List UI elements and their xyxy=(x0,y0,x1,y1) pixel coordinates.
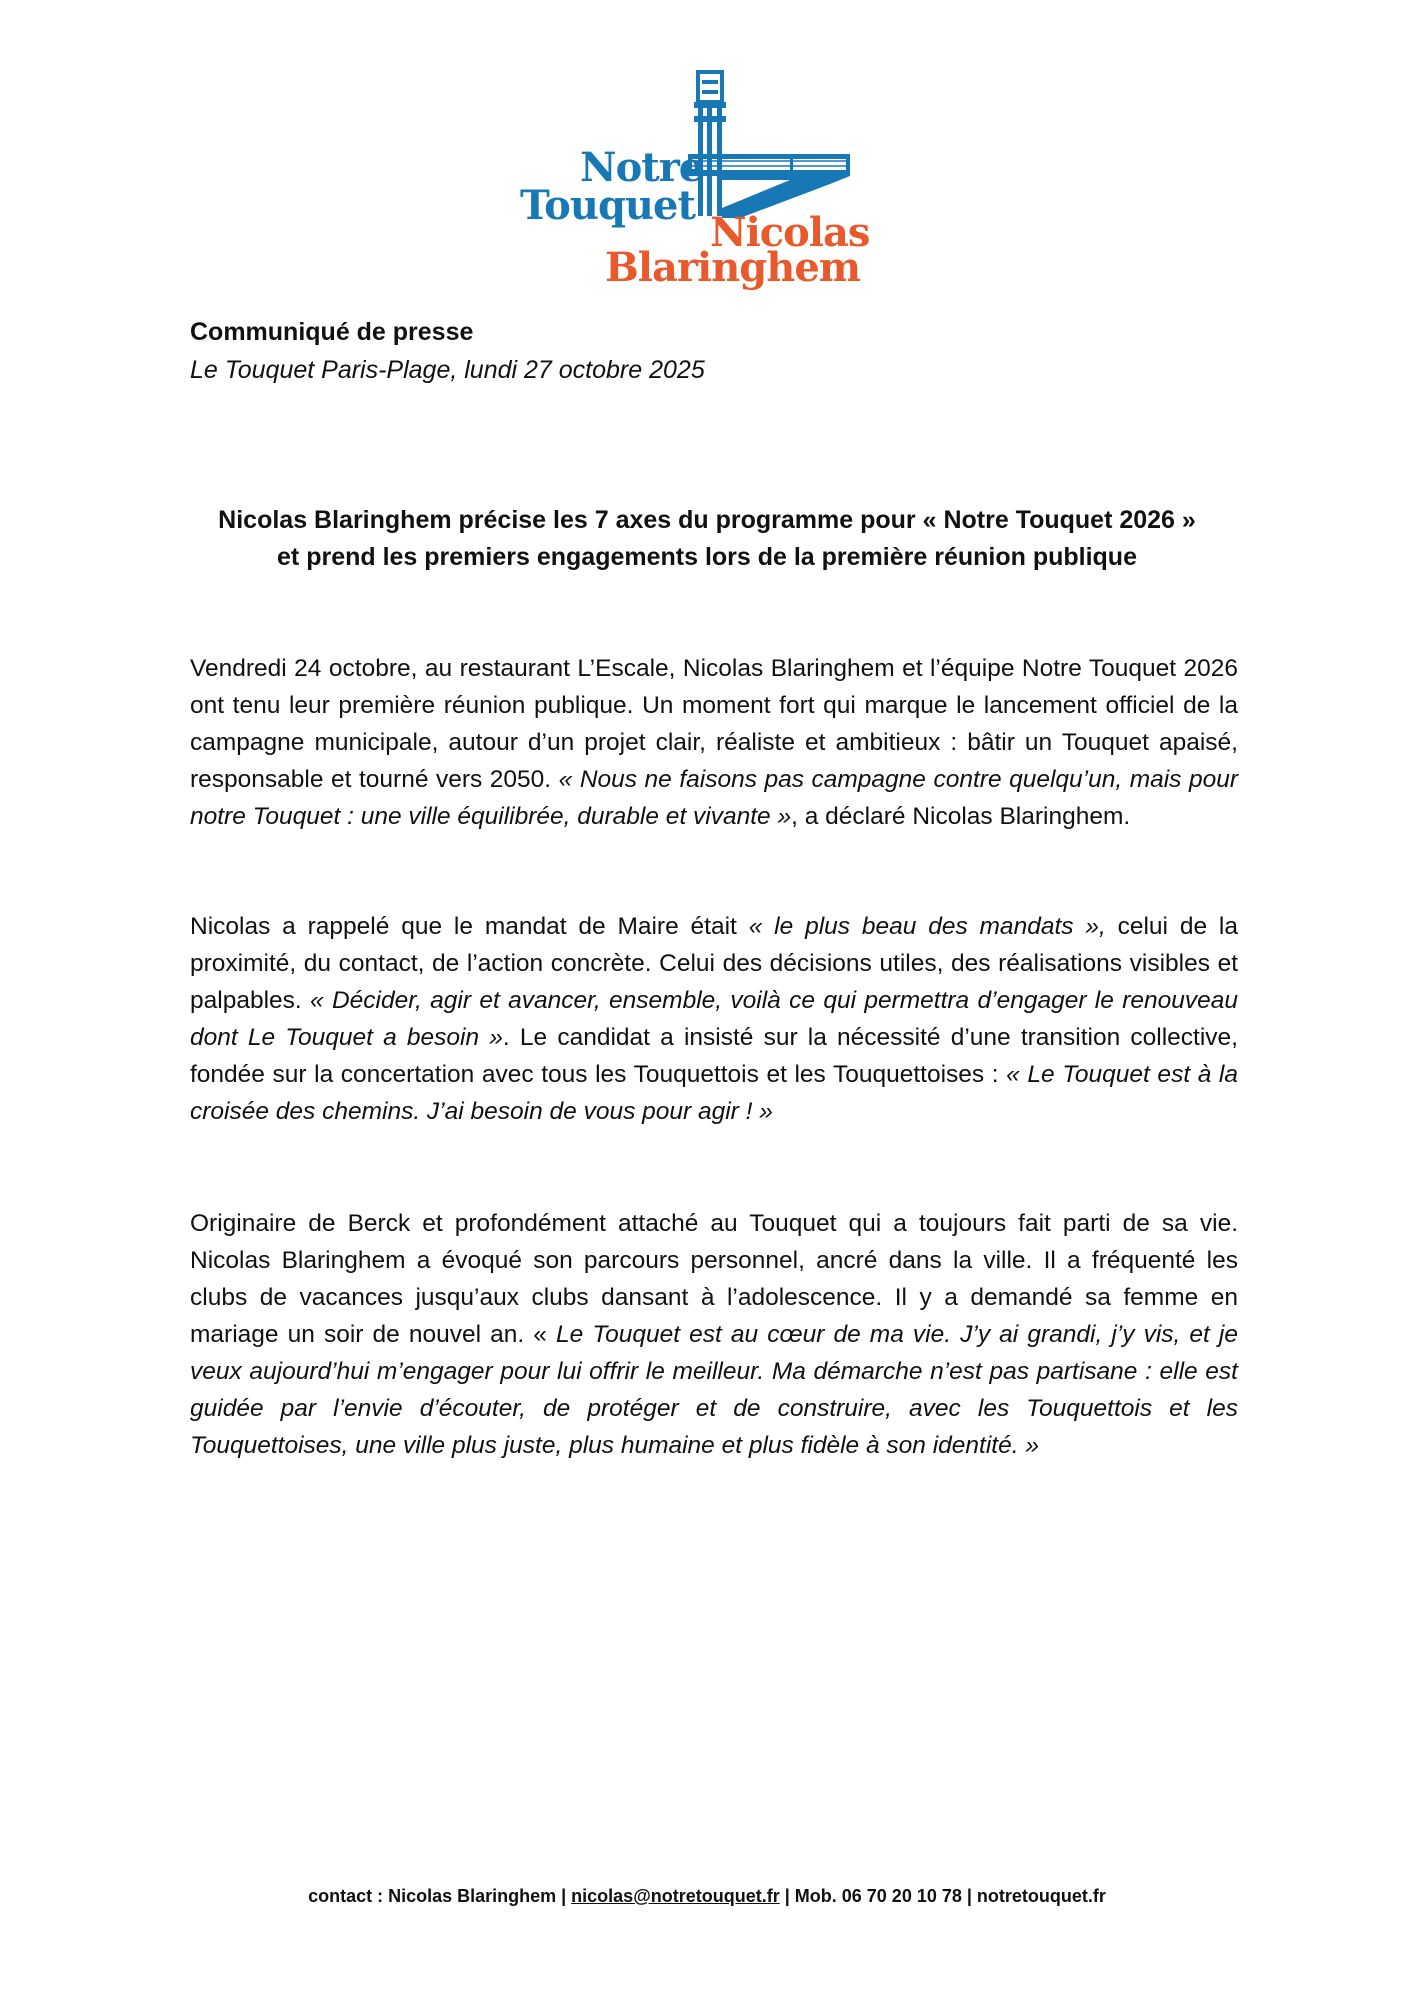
logo-touquet: Touquet xyxy=(520,182,695,229)
text-segment: Vendredi 24 octobre, au restaurant L’Escale, Nicolas Blaringhem et l’équipe Notre Touquet 2026 ont tenu leur première réunion publique. Un moment fort qui marque le lancement officiel de la campagne municipale, autour d’un projet clair, réaliste et ambitieux : bâtir un Touquet apaisé, responsable et tourné vers 2050. xyxy=(190,655,1238,793)
paragraph-1 xyxy=(190,650,1238,835)
logo-notre: Notre xyxy=(580,144,704,191)
text-segment: Nicolas a rappelé que le mandat de Maire était xyxy=(190,913,749,940)
quote-segment: Le Touquet est au cœur de ma vie. J’y ai grandi, j’y vis, et je veux aujourd’hui m’engager pour lui offrir le meilleur. Ma démarche n’est pas partisane : elle est guidée par l’envie d’écouter, de protéger et de construire, avec les Touquettois et les Touquettoises, une ville plus juste, plus humaine et plus fidèle à son identité. » xyxy=(190,1321,1238,1459)
pier-tower-icon xyxy=(680,68,850,218)
text-segment: celui de la proximité, du contact, de l’action concrète. Celui des décisions utiles, des réalisations visibles et palpables. xyxy=(190,913,1238,1014)
campaign-logo xyxy=(520,68,880,298)
quote-segment: « Nous ne faisons pas campagne contre quelqu’un, mais pour notre Touquet : une ville équilibrée, durable et vivante » xyxy=(190,766,1239,830)
contact-footer xyxy=(0,1886,1414,1907)
email-link[interactable]: nicolas@notretouquet.fr xyxy=(571,1886,780,1906)
quote-segment: « Le Touquet est à la croisée des chemins. J’ai besoin de vous pour agir ! » xyxy=(190,1061,1238,1125)
text-segment: . Le candidat a insisté sur la nécessité d’une transition collective, fondée sur la concertation avec tous les Touquettois et les Touquettoises : xyxy=(190,1024,1238,1088)
text-segment: , a déclaré Nicolas Blaringhem. xyxy=(791,803,1131,830)
phone-number: | Mob. 06 70 20 10 78 | xyxy=(779,1886,977,1906)
paragraph-3 xyxy=(190,1205,1238,1464)
contact-name: contact : Nicolas Blaringhem | xyxy=(308,1886,572,1906)
title-line-2: et prend les premiers engagements lors de la première réunion publique xyxy=(277,543,1137,571)
text-segment: Originaire de Berck et profondément attaché au Touquet qui a toujours fait parti de sa vie. Nicolas Blaringhem a évoqué son parcours personnel, ancré dans la ville. Il a fréquenté les clubs de vacances jusqu’aux clubs dansant à l’adolescence. Il y a demandé sa femme en mariage un soir de nouvel an. « xyxy=(190,1210,1238,1348)
logo-nicolas: Nicolas xyxy=(710,209,870,256)
quote-segment: « le plus beau des mandats », xyxy=(748,913,1106,940)
website-text: notretouquet.fr xyxy=(976,1886,1106,1906)
logo-blaringhem: Blaringhem xyxy=(605,244,861,291)
document-type-label: Communiqué de presse xyxy=(190,318,474,346)
dateline: Le Touquet Paris-Plage, lundi 27 octobre 2025 xyxy=(190,356,705,384)
press-release-title xyxy=(150,502,1264,576)
paragraph-2 xyxy=(190,908,1238,1130)
quote-segment: « Décider, agir et avancer, ensemble, voilà ce qui permettra d’engager le renouveau dont Le Touquet a besoin » xyxy=(190,987,1238,1051)
title-line-1: Nicolas Blaringhem précise les 7 axes du programme pour « Notre Touquet 2026 » xyxy=(218,506,1196,534)
